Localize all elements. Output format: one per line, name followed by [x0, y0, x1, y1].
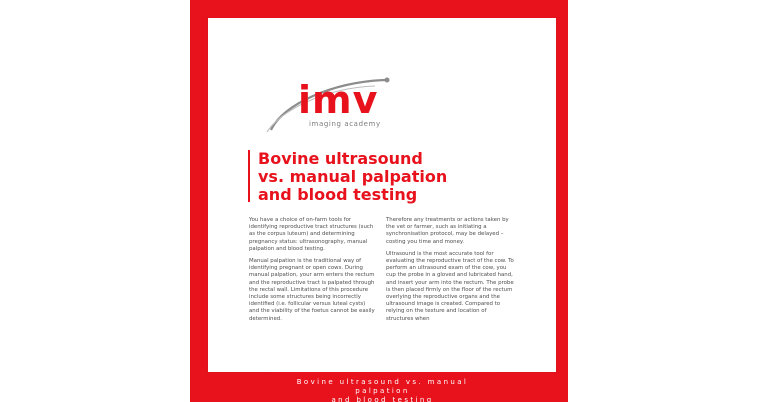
paragraph: Manual palpation is the traditional way of identifying pregnant or open cows. During manual palpation, your arm enters the rectum and the reproductive tract is palpated through the rectal wall. Limitations of this procedure include some structures being incorrectly identified (i.e. follicular versus luteal cysts) and the viability of the foetus cannot be easily determined.: [249, 258, 375, 322]
left-text-column: [249, 217, 377, 328]
paragraph: Therefore any treatments or actions taken by the vet or farmer, such as initiating a synchronisation protocol, may be delayed – costing you time and money.: [386, 217, 509, 245]
footer-caption: [270, 378, 495, 402]
title-line: vs. manual palpation: [258, 167, 448, 186]
title-line: Bovine ultrasound: [258, 149, 423, 168]
right-text-column: [386, 217, 514, 328]
footer-line: Bovine ultrasound vs. manual palpation: [296, 378, 469, 395]
brand-logo: imv: [298, 78, 379, 122]
title-accent-bar: [248, 150, 250, 202]
title-line: and blood testing: [258, 185, 418, 204]
paragraph: You have a choice of on-farm tools for identifying reproductive tract structures (such as the corpus luteum) and determining pregnancy status: ultrasonography, manual palpation and blood testing.: [249, 217, 374, 252]
paragraph: Ultrasound is the most accurate tool for evaluating the reproductive tract of the cow. To perform an ultrasound exam of the cow, you cup the probe in a gloved and lubricated hand, and insert your arm into the rectum. The probe is then placed firmly on the floor of the rectum overlying the reproductive organs and the ultrasound image is created. Compared to relying on the texture and location of structures when: [386, 250, 514, 322]
page-title: [258, 150, 508, 204]
footer-line: and blood testing: [331, 396, 434, 402]
brand-tagline: imaging academy: [309, 120, 381, 128]
